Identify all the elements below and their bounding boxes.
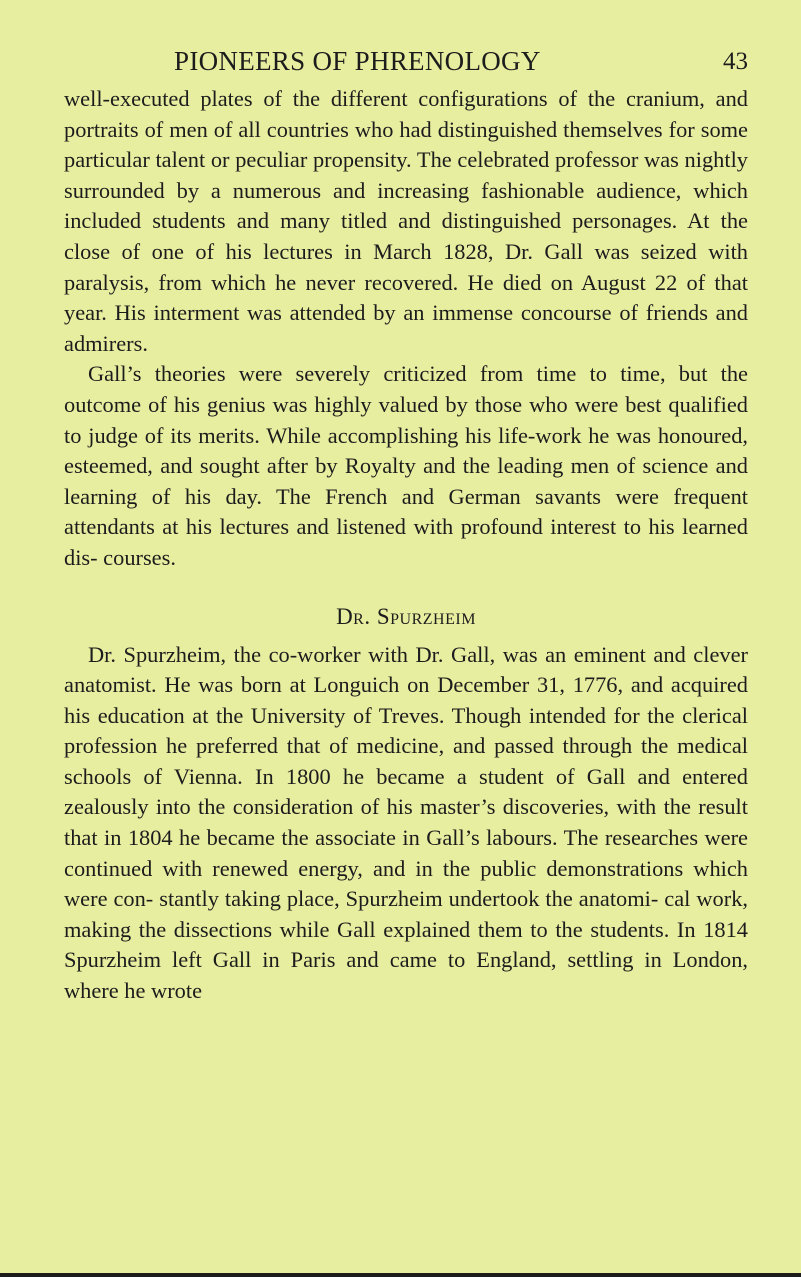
running-title: PIONEERS OF PHRENOLOGY bbox=[174, 46, 541, 76]
page-number: 43 bbox=[723, 48, 748, 75]
book-page bbox=[64, 40, 748, 1007]
section-heading: Dr. Spurzheim bbox=[336, 603, 476, 629]
running-head bbox=[64, 40, 748, 84]
paragraph-galls-theories: Gall’s theories were severely criticized from time to time, but the outcome of his genius was highly valued by those who were best qualified to judge of its merits. While accomplishing his life-work he was honoured, esteemed, and sought after by Royalty and the leading men of science and learning of his day. The French and German savants were frequent attendants at his lectures and listened with profound interest to his learned dis- courses. bbox=[64, 361, 748, 570]
bottom-edge-rule bbox=[0, 1273, 801, 1277]
paragraph-continued: well-executed plates of the different configurations of the cranium, and portraits of men of all countries who had distinguished themselves for some particular talent or peculiar propensity. The celebrated professor was nightly surrounded by a numerous and increasing fashionable audience, which included students and many titled and distinguished personages. At the close of one of his lectures in March 1828, Dr. Gall was seized with paralysis, from which he never recovered. He died on August 22 of that year. His interment was attended by an immense concourse of friends and admirers. bbox=[64, 86, 748, 356]
paragraph-spurzheim: Dr. Spurzheim, the co-worker with Dr. Gall, was an eminent and clever anatomist. He was born at Longuich on December 31, 1776, and acquired his education at the University of Treves. Though intended for the clerical profession he preferred that of medicine, and passed through the medical schools of Vienna. In 1800 he became a student of Gall and entered zealously into the consideration of his master’s discoveries, with the result that in 1804 he became the associate in Gall’s labours. The researches were continued with renewed energy, and in the public demonstrations which were con- stantly taking place, Spurzheim undertook the anatomi- cal work, making the dissections while Gall explained them to the students. In 1814 Spurzheim left Gall in Paris and came to England, settling in London, where he wrote bbox=[64, 641, 748, 1004]
